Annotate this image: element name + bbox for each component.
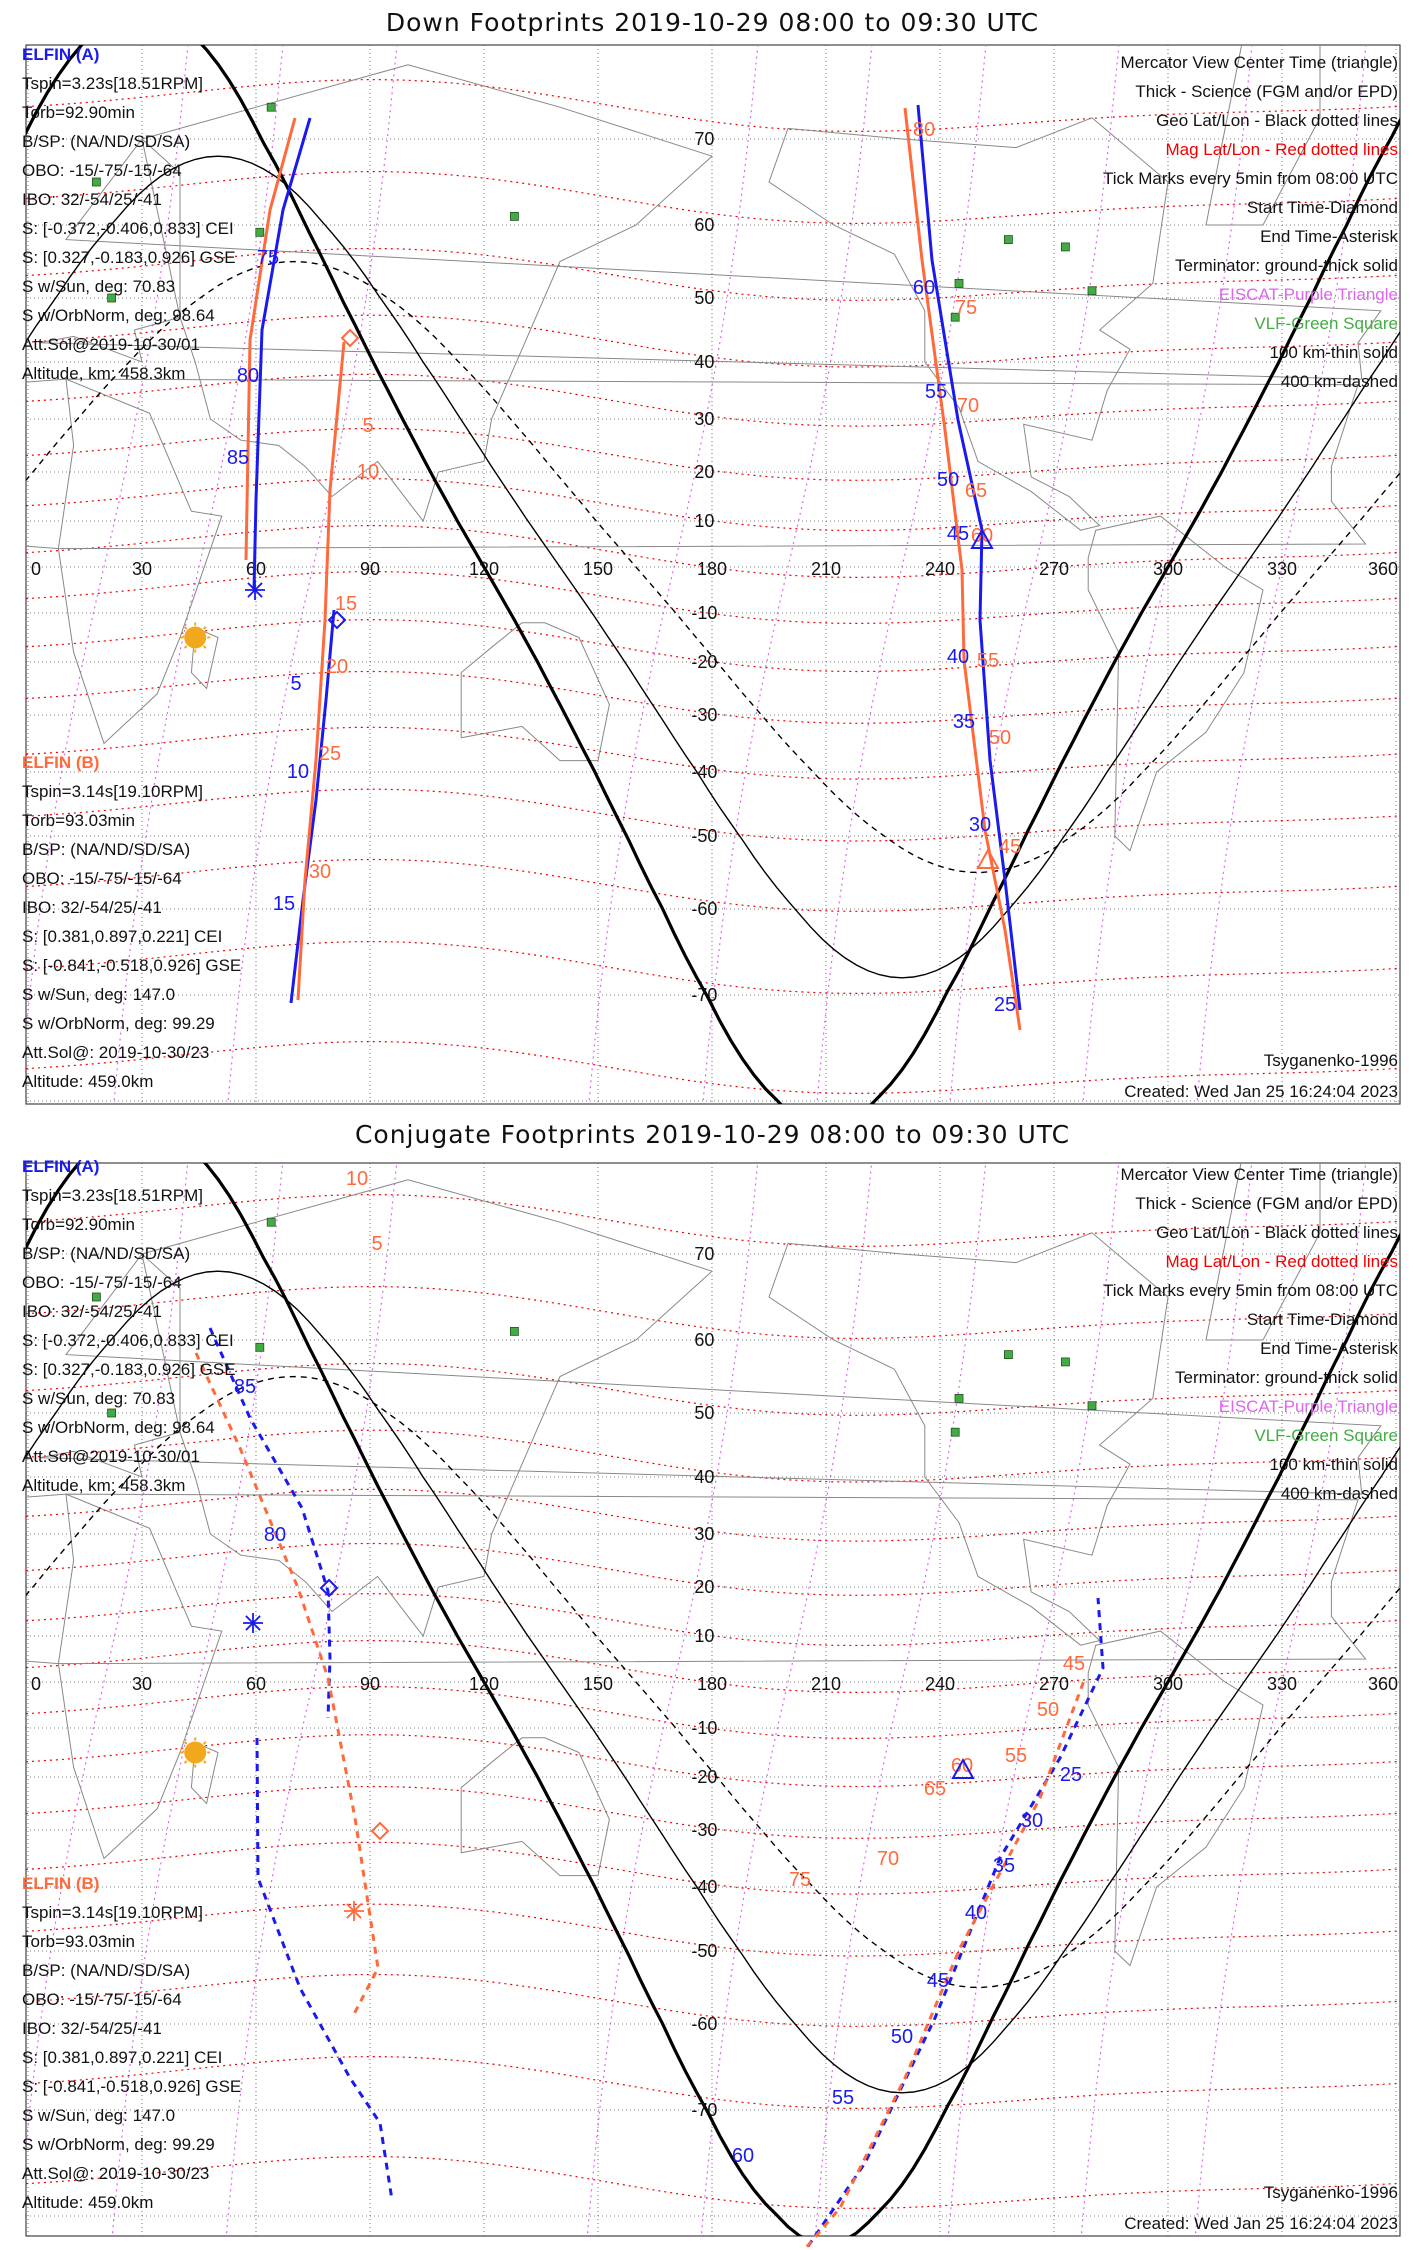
elfin-a-time-label: 45 (926, 1970, 950, 1992)
latitude-tick-label: -10 (691, 1718, 718, 1738)
legend-line: 400 km-dashed (1280, 1484, 1398, 1503)
legend-line: Mercator View Center Time (triangle) (1120, 1165, 1398, 1184)
elfin-b-info-line: S: [-0.841,-0.518,0.926] GSE (22, 956, 242, 975)
elfin-b-time-label: 5 (371, 1233, 383, 1255)
longitude-tick-label: 150 (582, 559, 614, 579)
legend-line: 400 km-dashed (1280, 372, 1398, 391)
elfin-a-info-line: S: [0.327,-0.183,0.926] GSE (22, 1360, 236, 1379)
elfin-b-info-line: S w/Sun, deg: 147.0 (22, 985, 176, 1004)
elfin-a-info-line: Torb=92.90min (22, 1215, 135, 1234)
elfin-b-info-line: S w/OrbNorm, deg: 99.29 (22, 1014, 215, 1033)
vlf-station-square (256, 1343, 264, 1351)
down-footprints-map (0, 0, 1425, 1118)
legend-line: End Time-Asterisk (1260, 1339, 1398, 1358)
longitude-tick-label: 120 (468, 1674, 500, 1694)
elfin-b-time-label: 50 (1036, 1699, 1060, 1721)
latitude-tick-label: 30 (694, 409, 715, 429)
elfin-a-info-line: Tspin=3.23s[18.51RPM] (22, 74, 203, 93)
vlf-station-square (1061, 1358, 1069, 1366)
latitude-tick-label: -70 (691, 2100, 718, 2120)
latitude-tick-label: 40 (694, 1467, 715, 1487)
longitude-tick-label: 90 (359, 1674, 381, 1694)
elfin-a-time-label: 85 (233, 1376, 257, 1398)
vlf-station-square (510, 212, 518, 220)
latitude-tick-label: -50 (691, 826, 718, 846)
longitude-tick-label: 240 (924, 559, 956, 579)
elfin-a-info-line: S: [0.327,-0.183,0.926] GSE (22, 248, 236, 267)
elfin-b-info-line: Tspin=3.14s[19.10RPM] (22, 1903, 203, 1922)
longitude-tick-label: 60 (245, 559, 267, 579)
latitude-tick-label: -30 (691, 1820, 718, 1840)
mag-lat-line (0, 1118, 1425, 1130)
longitude-tick-label: 210 (810, 1674, 842, 1694)
longitude-tick-label: 300 (1152, 559, 1184, 579)
longitude-tick-label: 270 (1038, 1674, 1070, 1694)
mag-lat-line (0, 0, 1425, 15)
elfin-a-info-line: Torb=92.90min (22, 103, 135, 122)
legend-line: Terminator: ground-thick solid (1175, 256, 1398, 275)
elfin-a-time-label: 5 (290, 673, 302, 695)
elfin-a-time-label: 40 (946, 646, 970, 668)
model-label: Tsyganenko-1996 (1263, 2183, 1398, 2202)
elfin-b-info-line: B/SP: (NA/ND/SD/SA) (22, 840, 191, 859)
map-frame (26, 1163, 1400, 2236)
elfin-a-time-label: 30 (968, 814, 992, 836)
latitude-tick-label: -50 (691, 1941, 718, 1961)
legend-line: Geo Lat/Lon - Black dotted lines (1156, 111, 1398, 130)
elfin-b-time-label: 70 (956, 395, 980, 417)
elfin-a-header: ELFIN (A) (22, 1157, 100, 1176)
legend-line: Start Time-Diamond (1246, 1310, 1398, 1329)
elfin-a-info-line: IBO: 32/-54/25/-41 (22, 190, 162, 209)
elfin-b-time-label: 5 (362, 415, 374, 437)
legend-line: EISCAT-Purple Triangle (1218, 285, 1398, 304)
longitude-tick-label: 330 (1266, 559, 1298, 579)
legend-line: Mag Lat/Lon - Red dotted lines (1165, 140, 1398, 159)
latitude-tick-label: -30 (691, 705, 718, 725)
elfin-b-time-label: 50 (988, 727, 1012, 749)
elfin-b-info-line: S w/OrbNorm, deg: 99.29 (22, 2135, 215, 2154)
legend-line: Thick - Science (FGM and/or EPD) (1135, 82, 1398, 101)
elfin-b-info-line: OBO: -15/-75/-15/-64 (22, 869, 182, 888)
vlf-station-square (1004, 1351, 1012, 1359)
elfin-b-header: ELFIN (B) (22, 1874, 100, 1893)
elfin-a-time-label: 60 (731, 2145, 755, 2167)
latitude-tick-label: 50 (694, 1403, 715, 1423)
elfin-a-info-line: Tspin=3.23s[18.51RPM] (22, 1186, 203, 1205)
vlf-station-square (955, 1394, 963, 1402)
elfin-a-time-label: 60 (912, 277, 936, 299)
model-label: Tsyganenko-1996 (1263, 1051, 1398, 1070)
elfin-b-time-label: 60 (970, 525, 994, 547)
elfin-a-info-line: Altitude, km: 458.3km (22, 364, 186, 383)
longitude-tick-label: 60 (245, 1674, 267, 1694)
down-footprints-panel (0, 0, 1425, 1118)
elfin-a-time-label: 25 (1059, 1764, 1083, 1786)
panel-title: Down Footprints 2019-10-29 08:00 to 09:30 UTC (385, 8, 1040, 37)
vlf-station-square (92, 1293, 100, 1301)
legend-line: Thick - Science (FGM and/or EPD) (1135, 1194, 1398, 1213)
legend-line: VLF-Green Square (1254, 314, 1398, 333)
elfin-a-info-line: S w/Sun, deg: 70.83 (22, 277, 176, 296)
legend-line: Tick Marks every 5min from 08:00 UTC (1102, 169, 1398, 188)
elfin-b-info-line: Altitude: 459.0km (22, 1072, 154, 1091)
panel-title: Conjugate Footprints 2019-10-29 08:00 to 09:30 UTC (354, 1120, 1071, 1149)
legend-line: Terminator: ground-thick solid (1175, 1368, 1398, 1387)
elfin-a-time-label: 35 (952, 711, 976, 733)
latitude-tick-label: 60 (694, 1330, 715, 1350)
elfin-b-info-line: S w/Sun, deg: 147.0 (22, 2106, 176, 2125)
legend-line: Start Time-Diamond (1246, 198, 1398, 217)
elfin-a-info-line: S w/OrbNorm, deg: 98.64 (22, 1418, 215, 1437)
elfin-b-time-label: 75 (788, 1869, 812, 1891)
elfin-b-info-line: Torb=93.03min (22, 811, 135, 830)
elfin-a-info-line: S w/OrbNorm, deg: 98.64 (22, 306, 215, 325)
created-timestamp: Created: Wed Jan 25 16:24:04 2023 (1124, 1082, 1398, 1101)
legend-line: 100 km-thin solid (1269, 343, 1398, 362)
elfin-a-info-line: Altitude, km: 458.3km (22, 1476, 186, 1495)
elfin-b-time-label: 20 (325, 656, 349, 678)
latitude-tick-label: 50 (694, 288, 715, 308)
elfin-a-time-label: 50 (890, 2026, 914, 2048)
longitude-tick-label: 90 (359, 559, 381, 579)
latitude-tick-label: 40 (694, 352, 715, 372)
longitude-tick-label: 210 (810, 559, 842, 579)
latitude-tick-label: 70 (694, 129, 715, 149)
elfin-a-time-label: 25 (993, 994, 1017, 1016)
latitude-tick-label: -40 (691, 762, 718, 782)
elfin-a-info-line: OBO: -15/-75/-15/-64 (22, 161, 182, 180)
vlf-station-square (1088, 287, 1096, 295)
vlf-station-square (955, 279, 963, 287)
elfin-b-info-line: Torb=93.03min (22, 1932, 135, 1951)
elfin-b-time-label: 65 (964, 480, 988, 502)
conjugate-footprints-panel (0, 1118, 1425, 2250)
vlf-station-square (951, 1428, 959, 1436)
latitude-tick-label: 30 (694, 1524, 715, 1544)
elfin-b-info-line: IBO: 32/-54/25/-41 (22, 2019, 162, 2038)
longitude-tick-label: 300 (1152, 1674, 1184, 1694)
longitude-tick-label: 360 (1367, 559, 1398, 579)
legend-line: Mercator View Center Time (triangle) (1120, 53, 1398, 72)
elfin-a-info-line: Att.Sol@2019-10-30/01 (22, 335, 200, 354)
longitude-tick-label: 330 (1266, 1674, 1298, 1694)
vlf-station-square (1061, 243, 1069, 251)
latitude-tick-label: 60 (694, 215, 715, 235)
elfin-a-header: ELFIN (A) (22, 45, 100, 64)
vlf-station-square (267, 1218, 275, 1226)
latitude-tick-label: 10 (694, 1626, 715, 1646)
elfin-a-info-line: OBO: -15/-75/-15/-64 (22, 1273, 182, 1292)
elfin-a-time-label: 55 (924, 381, 948, 403)
latitude-tick-label: -10 (691, 603, 718, 623)
latitude-tick-label: -60 (691, 2014, 718, 2034)
legend-line: 100 km-thin solid (1269, 1455, 1398, 1474)
elfin-b-time-label: 15 (334, 593, 358, 615)
latitude-tick-label: -20 (691, 652, 718, 672)
vlf-station-square (256, 228, 264, 236)
elfin-a-time-label: 15 (272, 893, 296, 915)
elfin-b-info-line: Att.Sol@: 2019-10-30/23 (22, 1043, 210, 1062)
vlf-station-square (1004, 236, 1012, 244)
elfin-a-info-line: S w/Sun, deg: 70.83 (22, 1389, 176, 1408)
elfin-b-info-line: S: [0.381,0.897,0.221] CEI (22, 927, 223, 946)
latitude-tick-label: -20 (691, 1767, 718, 1787)
elfin-a-time-label: 75 (256, 247, 280, 269)
elfin-b-info-line: S: [-0.841,-0.518,0.926] GSE (22, 2077, 242, 2096)
elfin-a-info-line: S: [-0.372,-0.406,0.833] CEI (22, 1331, 234, 1350)
elfin-b-time-label: 75 (954, 297, 978, 319)
elfin-b-time-label: 10 (356, 461, 380, 483)
elfin-b-info-line: Tspin=3.14s[19.10RPM] (22, 782, 203, 801)
elfin-a-time-label: 10 (286, 761, 310, 783)
legend-line: Mag Lat/Lon - Red dotted lines (1165, 1252, 1398, 1271)
elfin-b-time-label: 60 (950, 1755, 974, 1777)
elfin-a-time-label: 30 (1020, 1810, 1044, 1832)
sun-icon (184, 1742, 206, 1764)
latitude-tick-label: -40 (691, 1877, 718, 1897)
longitude-tick-label: 0 (31, 559, 42, 579)
legend-line: End Time-Asterisk (1260, 227, 1398, 246)
elfin-a-time-label: 80 (236, 365, 260, 387)
conjugate-footprints-map (0, 1118, 1425, 2250)
elfin-a-time-label: 55 (831, 2087, 855, 2109)
latitude-tick-label: 20 (694, 462, 715, 482)
legend-line: Geo Lat/Lon - Black dotted lines (1156, 1223, 1398, 1242)
longitude-tick-label: 360 (1367, 1674, 1398, 1694)
latitude-tick-label: 10 (694, 511, 715, 531)
elfin-b-info-line: Att.Sol@: 2019-10-30/23 (22, 2164, 210, 2183)
legend-line: VLF-Green Square (1254, 1426, 1398, 1445)
elfin-b-time-label: 30 (308, 861, 332, 883)
vlf-station-square (510, 1327, 518, 1335)
elfin-a-info-line: B/SP: (NA/ND/SD/SA) (22, 132, 191, 151)
elfin-b-header: ELFIN (B) (22, 753, 100, 772)
elfin-b-info-line: Altitude: 459.0km (22, 2193, 154, 2212)
elfin-a-time-label: 80 (263, 1524, 287, 1546)
longitude-tick-label: 180 (696, 559, 728, 579)
elfin-a-time-label: 50 (936, 469, 960, 491)
elfin-b-time-label: 55 (976, 650, 1000, 672)
elfin-b-time-label: 45 (1062, 1653, 1086, 1675)
elfin-b-info-line: S: [0.381,0.897,0.221] CEI (22, 2048, 223, 2067)
elfin-a-time-label: 40 (964, 1902, 988, 1924)
latitude-tick-label: -70 (691, 985, 718, 1005)
elfin-b-time-label: 45 (998, 836, 1022, 858)
vlf-station-square (108, 1409, 116, 1417)
vlf-station-square (267, 103, 275, 111)
elfin-a-time-label: 45 (946, 523, 970, 545)
elfin-a-info-line: B/SP: (NA/ND/SD/SA) (22, 1244, 191, 1263)
longitude-tick-label: 180 (696, 1674, 728, 1694)
elfin-b-time-label: 65 (923, 1778, 947, 1800)
longitude-tick-label: 240 (924, 1674, 956, 1694)
elfin-a-info-line: Att.Sol@2019-10-30/01 (22, 1447, 200, 1466)
elfin-a-time-label: 85 (226, 447, 250, 469)
elfin-a-info-line: IBO: 32/-54/25/-41 (22, 1302, 162, 1321)
elfin-b-time-label: 25 (318, 743, 342, 765)
elfin-a-info-line: S: [-0.372,-0.406,0.833] CEI (22, 219, 234, 238)
elfin-b-info-line: OBO: -15/-75/-15/-64 (22, 1990, 182, 2009)
elfin-a-time-label: 35 (992, 1855, 1016, 1877)
elfin-b-time-label: 55 (1004, 1745, 1028, 1767)
latitude-tick-label: 20 (694, 1577, 715, 1597)
latitude-tick-label: -60 (691, 899, 718, 919)
longitude-tick-label: 0 (31, 1674, 42, 1694)
longitude-tick-label: 30 (131, 1674, 153, 1694)
longitude-tick-label: 150 (582, 1674, 614, 1694)
longitude-tick-label: 270 (1038, 559, 1070, 579)
longitude-tick-label: 120 (468, 559, 500, 579)
created-timestamp: Created: Wed Jan 25 16:24:04 2023 (1124, 2214, 1398, 2233)
legend-line: Tick Marks every 5min from 08:00 UTC (1102, 1281, 1398, 1300)
elfin-b-info-line: B/SP: (NA/ND/SD/SA) (22, 1961, 191, 1980)
sun-icon (184, 627, 206, 649)
elfin-b-time-label: 10 (345, 1168, 369, 1190)
elfin-b-info-line: IBO: 32/-54/25/-41 (22, 898, 162, 917)
elfin-b-time-label: 80 (912, 119, 936, 141)
legend-line: EISCAT-Purple Triangle (1218, 1397, 1398, 1416)
longitude-tick-label: 30 (131, 559, 153, 579)
vlf-station-square (1088, 1402, 1096, 1410)
elfin-b-time-label: 70 (876, 1848, 900, 1870)
latitude-tick-label: 70 (694, 1244, 715, 1264)
